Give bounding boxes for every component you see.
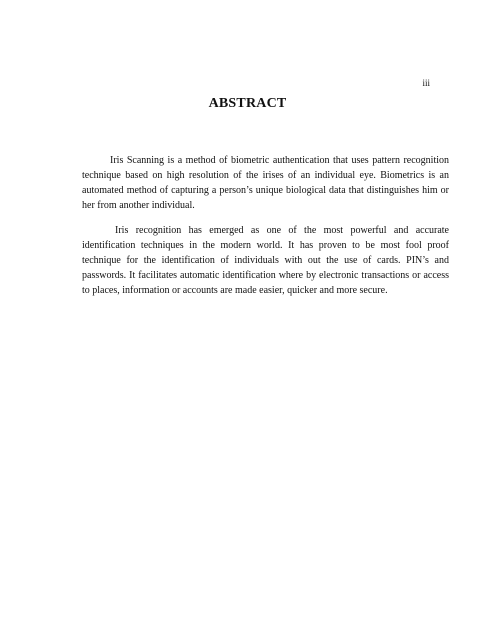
abstract-paragraph-1: Iris Scanning is a method of biometric authentication that uses pattern recognition technique based on high resolution of the irises of an individual eye. Biometrics is an automated method of capturing a person’s unique biological data that distinguishes him or her from another individual. xyxy=(82,155,449,211)
page-number: iii xyxy=(422,78,430,88)
abstract-paragraph-2: Iris recognition has emerged as one of the most powerful and accurate identification techniques in the modern world. It has proven to be most fool proof technique for the identification of individuals with out the use of cards. PIN’s and passwords. It facilitates automatic identification where by electronic transactions or access to places, information or accounts are made easier, quicker and more secure. xyxy=(82,225,449,296)
abstract-body xyxy=(82,153,449,308)
page-title: ABSTRACT xyxy=(208,96,287,111)
